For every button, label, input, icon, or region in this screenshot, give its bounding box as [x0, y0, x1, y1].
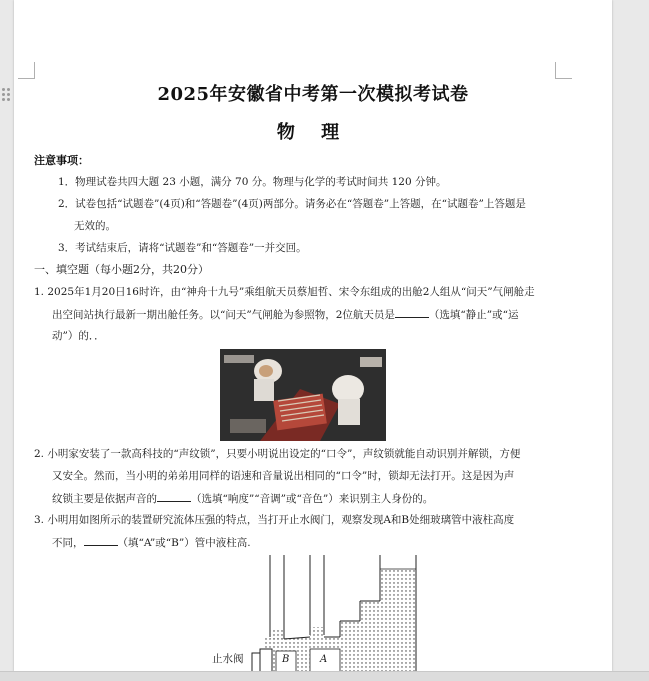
question-1-text: （选填“静止”或“运 [428, 309, 519, 321]
label-b: B [282, 654, 290, 665]
answer-blank[interactable] [157, 491, 191, 502]
question-3-text: 不同， [52, 537, 84, 549]
margin-corner-mark [555, 62, 572, 79]
fluid-pressure-diagram [204, 553, 424, 672]
notice-item: 1．物理试卷共四大题 23 小题，满分 70 分。物理与化学的考试时间共 120 分钟。 [58, 176, 447, 188]
margin-corner-mark [18, 62, 35, 79]
question-1-text: 出空间站执行最新一期出舱任务。以“问天”气闸舱为参照物，2位航天员是 [52, 309, 395, 321]
status-bar [0, 671, 649, 681]
question-1-line [52, 307, 519, 322]
question-1-line: 1. 2025年1月20日16时许，由“神舟十九号”乘组航天员蔡旭哲、宋令东组成的出舱2人组从“问天”气闸舱走 [34, 286, 535, 298]
answer-blank[interactable] [84, 535, 118, 546]
notice-item: 无效的。 [74, 220, 116, 232]
question-3-text: （填“A”或“B”）管中液柱高. [117, 537, 251, 549]
notice-item: 3．考试结束后，请将“试题卷”和“答题卷”一并交回。 [58, 242, 307, 254]
question-2-line: 又安全。然而，当小明的弟弟用同样的语速和音量说出相同的“口令”时，锁却无法打开。这是因为声 [52, 470, 515, 482]
document-subject: 物 理 [276, 122, 350, 143]
question-1-line: 动”）的．． [52, 330, 105, 342]
notice-item: 2．试卷包括“试题卷”(4页)和“答题卷”(4页)两部分。请务必在“答题卷”上答题，在“试题卷”上答题是 [58, 198, 526, 210]
drag-handle-icon[interactable] [2, 88, 12, 104]
question-2-text: （选填“响度”“音调”或“音色”）来识别主人身份的。 [191, 493, 434, 505]
document-page [14, 0, 612, 672]
answer-blank[interactable] [395, 307, 429, 318]
notice-title: 注意事项： [34, 154, 89, 167]
question-2-line: 2. 小明家安装了一款高科技的“声纹锁”，只要小明说出设定的“口令”，声纹锁就能自动识别并解锁，方便 [34, 448, 521, 460]
question-2-line [52, 491, 433, 506]
valve-label: 止水阀 [212, 653, 244, 665]
section-heading: 一、填空题（每小题2分，共20分） [34, 263, 209, 276]
label-a: A [320, 654, 328, 665]
question-3-line [52, 535, 251, 550]
question-2-text: 纹锁主要是依据声音的 [52, 493, 157, 505]
document-title: 2025年安徽省中考第一次模拟考试卷 [157, 84, 469, 105]
question-3-line: 3. 小明用如图所示的装置研究流体压强的特点，当打开止水阀门，观察发现A和B处细玻璃管中液柱高度 [34, 514, 515, 526]
astronaut-photo [220, 349, 386, 441]
